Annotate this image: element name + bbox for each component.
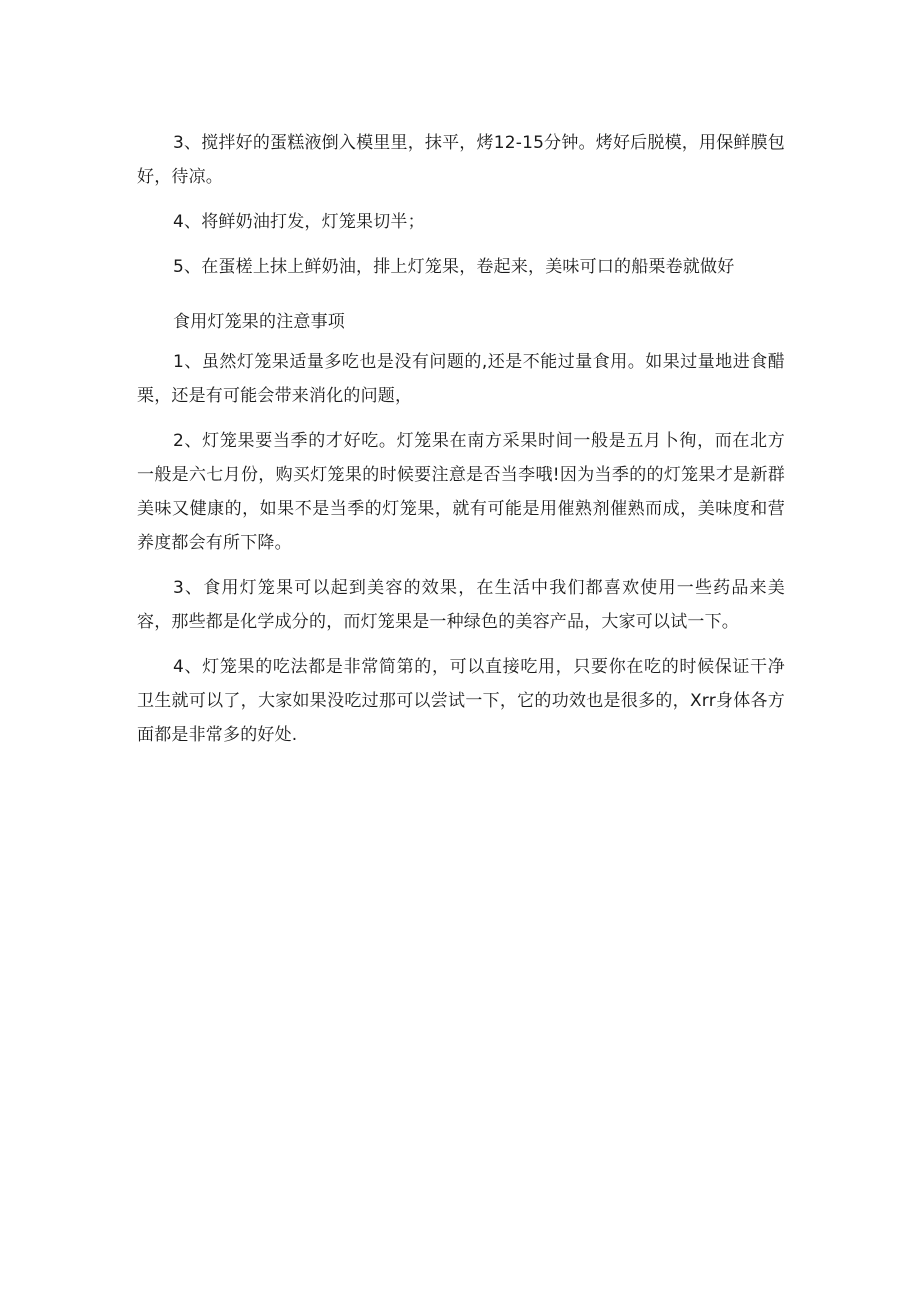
note-3-paragraph: 3、食用灯笼果可以起到美容的效果，在生活中我们都喜欢使用一些药品来美容，那些都是化学成分的，而灯笼果是一种绿色的美容产品，大家可以试一下。 [137,578,785,632]
step-3-paragraph: 3、搅拌好的蛋糕液倒入模里里，抹平，烤12-15分钟。烤好后脱模，用保鲜膜包好，待凉。 [137,133,785,187]
note-2-paragraph: 2、灯笼果要当季的才好吃。灯笼果在南方采果时间一般是五月卜徇，而在北方一般是六七月份，购买灯笼果的时候要注意是否当李哦!因为当季的的灯笼果才是新群美味又健康的，如果不是当季的灯笼果，就有可能是用催熟剂催熟而成，美味度和营养度都会有所下降。 [137,431,785,553]
step-4-paragraph: 4、将鲜奶油打发，灯笼果切半； [173,212,425,232]
document-body [137,126,785,763]
note-4-paragraph: 4、灯笼果的吃法都是非常简第的，可以直接吃用，只要你在吃的时候保证干净卫生就可以了，大家如果没吃过那可以尝试一下，它的功效也是很多的，Xrr身体各方面都是非常多的好处. [137,657,785,745]
section-title: 食用灯笼果的注意事项 [173,312,345,332]
step-5-paragraph: 5、在蛋槎上抹上鲜奶油，排上灯笼果，卷起来，美味可口的船栗卷就做好 [173,257,735,277]
note-1-paragraph: 1、虽然灯笼果适量多吃也是没有问题的,还是不能过量食用。如果过量地进食醋栗，还是有可能会带来消化的问题， [137,352,785,406]
